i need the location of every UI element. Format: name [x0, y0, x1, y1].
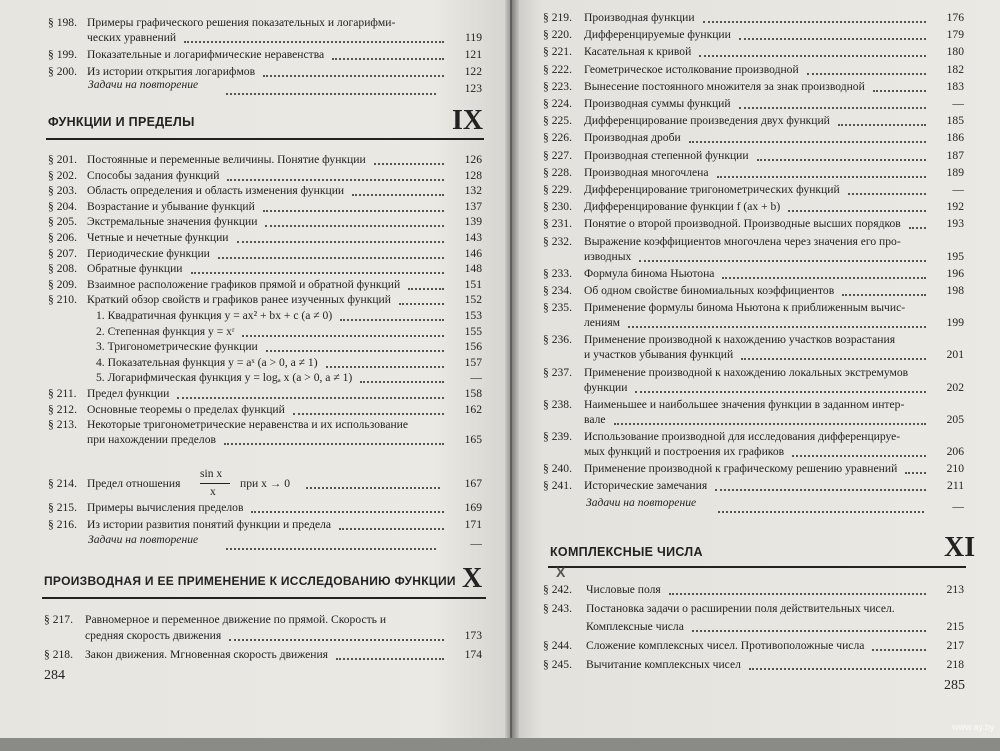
leader-dots [265, 210, 444, 227]
entry-title: Из истории открытия логарифмов [87, 65, 256, 78]
page-ref: 201 [946, 348, 964, 362]
page-ref: 179 [946, 28, 964, 42]
section-number: § 213. [48, 418, 77, 432]
entry-title: Обратные функции [87, 262, 183, 276]
section-number: § 209. [48, 277, 77, 291]
entry-title: Вычитание комплексных чисел [586, 658, 741, 671]
entry-title: Возрастание и убывание функций [87, 199, 255, 213]
entry-title: Примеры графического решения показательных и логарифми- [87, 16, 396, 29]
leader-dots [872, 634, 926, 651]
leader-dots [741, 343, 926, 360]
page-ref: — [952, 97, 964, 110]
leader-dots [226, 533, 436, 550]
leader-dots [266, 335, 444, 352]
leader-dots [848, 178, 926, 195]
chapter-title: ПРОИЗВОДНАЯ И ЕЕ ПРИМЕНЕНИЕ К ИССЛЕДОВАНИЮ ФУНКЦИИ [44, 574, 456, 588]
entry-title: Примеры вычисления пределов [87, 501, 244, 514]
page-ref: 187 [946, 148, 964, 162]
entry-title: Производная степенной функции [584, 148, 749, 162]
entry-title: 1. Квадратичная функция y = ax² + bx + c (a ≠ 0) [96, 309, 333, 322]
entry-title: Дифференцирование функции f (ax + b) [584, 200, 781, 214]
section-number: § 237. [543, 365, 572, 379]
chapter-title: КОМПЛЕКСНЫЕ ЧИСЛА [550, 545, 703, 559]
entry-title: Производная многочлена [584, 165, 709, 179]
leader-dots [306, 472, 440, 489]
leader-dots [226, 78, 436, 95]
entry-title: Равномерное и переменное движение по прямой. Скорость и [85, 613, 387, 626]
leader-dots [699, 40, 926, 57]
page-ref: 122 [464, 65, 482, 78]
entry-title: Формула бинома Ньютона [584, 266, 715, 280]
entry-title: 3. Тригонометрические функции [96, 340, 258, 354]
section-number: § 221. [543, 45, 572, 59]
leader-dots [339, 513, 444, 530]
fraction-denominator: x [210, 485, 216, 498]
leader-dots [227, 164, 444, 181]
section-number: § 227. [543, 148, 572, 162]
page-ref: 195 [946, 249, 964, 263]
page-ref: 169 [464, 501, 482, 514]
section-number: § 202. [48, 168, 77, 182]
page-ref: 199 [946, 316, 964, 330]
leader-dots [224, 428, 444, 445]
section-number: § 228. [543, 165, 572, 179]
section-number: § 229. [543, 183, 572, 196]
page-ref: 121 [464, 48, 482, 61]
leader-dots [191, 257, 445, 274]
entry-title: Производная суммы функций [584, 97, 731, 110]
leader-dots [251, 496, 444, 513]
section-number: § 226. [543, 131, 572, 145]
leader-dots [360, 366, 444, 383]
leader-dots [374, 148, 444, 165]
chapter-rule [46, 138, 484, 140]
entry-title: Постановка задачи о расширении поля действительных чисел. [586, 602, 895, 615]
page-ref: 183 [946, 79, 964, 93]
entry-title-continued: ческих уравнений [87, 31, 177, 44]
page-ref: 211 [947, 479, 964, 493]
page-ref: 157 [464, 355, 482, 369]
entry-title: Производная функции [584, 11, 695, 24]
leader-dots [242, 320, 444, 337]
entry-title: Основные теоремы о пределах функций [87, 402, 285, 416]
section-number: § 216. [48, 518, 77, 531]
page-ref: 153 [464, 309, 482, 322]
page-ref: 202 [946, 380, 964, 394]
page-ref: 155 [464, 324, 482, 338]
section-number: § 218. [44, 648, 73, 661]
leader-dots [263, 195, 444, 212]
leader-dots [336, 643, 444, 660]
entry-title: Применение производной к нахождению участков возрастания [584, 333, 896, 347]
leader-dots [326, 351, 444, 368]
page-ref: 198 [946, 284, 964, 297]
page-ref: 132 [464, 184, 482, 198]
section-number: § 236. [543, 333, 572, 347]
leader-dots [749, 653, 926, 670]
chapter-number: IX [452, 105, 484, 136]
review-problems-label: Задачи на повторение [586, 495, 697, 509]
entry-title-continued: и участков убывания функций [584, 348, 734, 362]
leader-dots [739, 23, 926, 40]
chapter-rule [42, 597, 486, 599]
page-ref: 167 [464, 477, 482, 490]
entry-title: Геометрическое истолкование производной [584, 62, 799, 76]
section-number: § 208. [48, 262, 77, 276]
page-ref: 193 [946, 217, 964, 231]
entry-title: Сложение комплексных чисел. Противоположные числа [586, 639, 865, 652]
section-number: § 244. [543, 639, 572, 652]
page-ref: — [470, 371, 482, 385]
page-ref: 139 [464, 215, 482, 229]
entry-title-continued: средняя скорость движения [85, 629, 222, 642]
page-ref: 162 [464, 402, 482, 416]
section-number: § 214. [48, 477, 77, 490]
entry-title: Четные и нечетные функции [87, 231, 229, 244]
leader-dots [788, 195, 926, 212]
entry-title: Дифференцирование тригонометрических функций [584, 183, 840, 196]
section-number: § 223. [543, 79, 572, 93]
section-number: § 219. [543, 11, 572, 24]
entry-title: Использование производной для исследования дифференцируе- [584, 430, 901, 443]
entry-title-continued: при нахождении пределов [87, 433, 216, 447]
leader-dots [757, 144, 926, 161]
leader-dots [229, 624, 444, 641]
entry-title: Дифференцирование произведения двух функций [584, 114, 830, 128]
section-number: § 239. [543, 430, 572, 443]
section-number: § 243. [543, 602, 572, 615]
leader-dots [807, 58, 926, 75]
page-ref: 174 [464, 648, 482, 661]
entry-title: 5. Логарифмическая функция y = logₐ x (a > 0, a ≠ 1) [96, 371, 353, 385]
page-ref: 152 [464, 293, 482, 307]
review-problems-label: Задачи на повторение [88, 78, 199, 91]
section-number: § 199. [48, 48, 77, 61]
page-ref: 180 [946, 45, 964, 59]
section-number: § 245. [543, 658, 572, 671]
entry-title: Касательная к кривой [584, 45, 692, 59]
section-number: § 231. [543, 217, 572, 231]
leader-dots [717, 161, 926, 178]
section-number: § 211. [48, 387, 77, 400]
entry-title: Понятие о второй производной. Производные высших порядков [584, 217, 901, 231]
section-number: § 215. [48, 501, 77, 514]
entry-title: Взаимное расположение графиков прямой и обратной функций [87, 277, 401, 291]
entry-title: Предел функции [87, 387, 170, 400]
entry-title-continued: лениям [584, 316, 621, 330]
section-number: § 240. [543, 462, 572, 476]
leader-dots [332, 43, 444, 60]
section-number: § 222. [543, 62, 572, 76]
page-ref: 126 [464, 153, 482, 166]
section-number: § 235. [543, 301, 572, 315]
right-page [512, 0, 1000, 738]
page-ref: 146 [464, 246, 482, 260]
leader-dots [722, 262, 926, 279]
page-ref: 158 [464, 387, 482, 400]
section-number: § 212. [48, 402, 77, 416]
entry-title-continued: при x → 0 [240, 477, 291, 490]
page-ref: 213 [946, 583, 964, 596]
leader-dots [184, 26, 444, 43]
entry-title: Дифференцируемые функции [584, 28, 731, 42]
leader-dots [842, 279, 926, 296]
strikethrough-mark: X [556, 564, 566, 580]
leader-dots [838, 109, 926, 126]
section-number: § 241. [543, 479, 572, 493]
page-number: 285 [944, 678, 965, 693]
chapter-rule [548, 566, 966, 568]
leader-dots [905, 457, 926, 474]
leader-dots [263, 60, 444, 77]
section-number: § 225. [543, 114, 572, 128]
section-number: § 230. [543, 200, 572, 214]
entry-title: Экстремальные значения функции [87, 215, 258, 229]
section-number: § 220. [543, 28, 572, 42]
leader-dots [340, 304, 444, 321]
page-ref: 176 [946, 11, 964, 24]
section-number: § 200. [48, 65, 77, 78]
leader-dots [703, 6, 926, 23]
leader-dots [237, 226, 444, 243]
entry-title: Из истории развития понятий функции и предела [87, 518, 332, 531]
page-ref: 148 [464, 262, 482, 276]
section-number: § 210. [48, 293, 77, 307]
entry-title: Показательные и логарифмические неравенства [87, 48, 325, 61]
section-number: § 224. [543, 97, 572, 110]
chapter-title: ФУНКЦИИ И ПРЕДЕЛЫ [48, 115, 195, 129]
entry-title: Числовые поля [586, 583, 661, 596]
section-number: § 203. [48, 184, 77, 198]
page-ref: 156 [464, 340, 482, 354]
entry-title: Об одном свойстве биномиальных коэффициентов [584, 284, 835, 297]
page-ref: 123 [464, 82, 482, 95]
section-number: § 201. [48, 153, 77, 166]
book-gutter [505, 0, 519, 738]
entry-title: Некоторые тригонометрические неравенства и их использование [87, 418, 409, 432]
page-number: 284 [44, 668, 65, 683]
page-ref: 137 [464, 199, 482, 213]
entry-title: Область определения и область изменения функции [87, 184, 345, 198]
entry-title: Применение формулы бинома Ньютона к приближенным вычис- [584, 301, 906, 315]
entry-title: Способы задания функций [87, 168, 220, 182]
leader-dots [715, 474, 926, 491]
section-number: § 238. [543, 397, 572, 411]
page-ref: 143 [464, 231, 482, 244]
page-ref: 206 [946, 445, 964, 458]
review-problems-label: Задачи на повторение [88, 533, 199, 546]
leader-dots [689, 126, 926, 143]
entry-title: Применение производной к нахождению локальных экстремумов [584, 365, 909, 379]
leader-dots [669, 578, 926, 595]
leader-dots [792, 440, 926, 457]
entry-title: Вынесение постоянного множителя за знак производной [584, 79, 865, 93]
leader-dots [177, 382, 444, 399]
leader-dots [293, 398, 444, 415]
fraction-numerator: sin x [200, 467, 223, 480]
section-number: § 232. [543, 234, 572, 248]
page-ref: — [952, 183, 964, 196]
section-number: § 205. [48, 215, 77, 229]
page-ref: 119 [465, 31, 482, 44]
leader-dots [352, 179, 444, 196]
section-number: § 204. [48, 199, 77, 213]
entry-title: 2. Степенная функция y = xʳ [96, 324, 235, 338]
entry-title: 4. Показательная функция y = aˣ (a > 0, a ≠ 1) [96, 355, 318, 369]
page-ref: 205 [946, 412, 964, 426]
section-number: § 198. [48, 16, 77, 29]
section-number: § 217. [44, 613, 73, 626]
page-ref: — [952, 499, 964, 513]
page-ref: 151 [464, 277, 482, 291]
leader-dots [218, 242, 444, 259]
page-ref: 189 [946, 165, 964, 179]
page-ref: 196 [946, 266, 964, 280]
entry-title-continued: вале [584, 412, 606, 426]
leader-dots [614, 408, 926, 425]
entry-title-continued: функции [584, 380, 628, 394]
leader-dots [635, 376, 926, 393]
leader-dots [408, 273, 444, 290]
leader-dots [718, 496, 924, 513]
leader-dots [639, 245, 926, 262]
page-ref: 185 [946, 114, 964, 128]
page-ref: 186 [946, 131, 964, 145]
leader-dots [628, 311, 926, 328]
entry-title: Исторические замечания [584, 479, 708, 493]
leader-dots [909, 212, 926, 229]
page-ref: 182 [946, 62, 964, 76]
entry-title: Предел отношения [87, 477, 181, 490]
watermark-text: www.ay.by [952, 722, 995, 732]
page-ref: — [470, 537, 482, 550]
page-ref: 165 [464, 433, 482, 447]
section-number: § 207. [48, 246, 77, 260]
leader-dots [739, 92, 926, 109]
entry-title: Закон движения. Мгновенная скорость движения [85, 648, 329, 661]
page-ref: 173 [464, 629, 482, 642]
entry-title: Периодические функции [87, 246, 210, 260]
page-ref: 217 [946, 639, 964, 652]
leader-dots [873, 75, 926, 92]
section-number: § 233. [543, 266, 572, 280]
entry-title: Наименьшее и наибольшее значения функции в заданном интер- [584, 397, 905, 411]
page-ref: 128 [464, 168, 482, 182]
leader-dots [692, 615, 926, 632]
page-ref: 210 [946, 462, 964, 476]
entry-title-continued: мых функций и построения их графиков [584, 445, 785, 458]
section-number: § 206. [48, 231, 77, 244]
entry-title: Краткий обзор свойств и графиков ранее изученных функций [87, 293, 391, 307]
chapter-number: X [462, 563, 483, 594]
leader-dots [399, 288, 444, 305]
section-number: § 242. [543, 583, 572, 596]
entry-title: Выражение коэффициентов многочлена через значения его про- [584, 234, 901, 248]
entry-title: Постоянные и переменные величины. Понятие функции [87, 153, 366, 166]
entry-title-continued: изводных [584, 249, 632, 263]
section-number: § 234. [543, 284, 572, 297]
entry-title: Производная дроби [584, 131, 681, 145]
entry-title-continued: Комплексные числа [586, 620, 684, 633]
chapter-number: XI [944, 532, 976, 563]
entry-title: Применение производной к графическому решению уравнений [584, 462, 898, 476]
page-ref: 171 [464, 518, 482, 531]
page-ref: 218 [946, 658, 964, 671]
page-ref: 215 [946, 620, 964, 633]
page-ref: 192 [946, 200, 964, 214]
